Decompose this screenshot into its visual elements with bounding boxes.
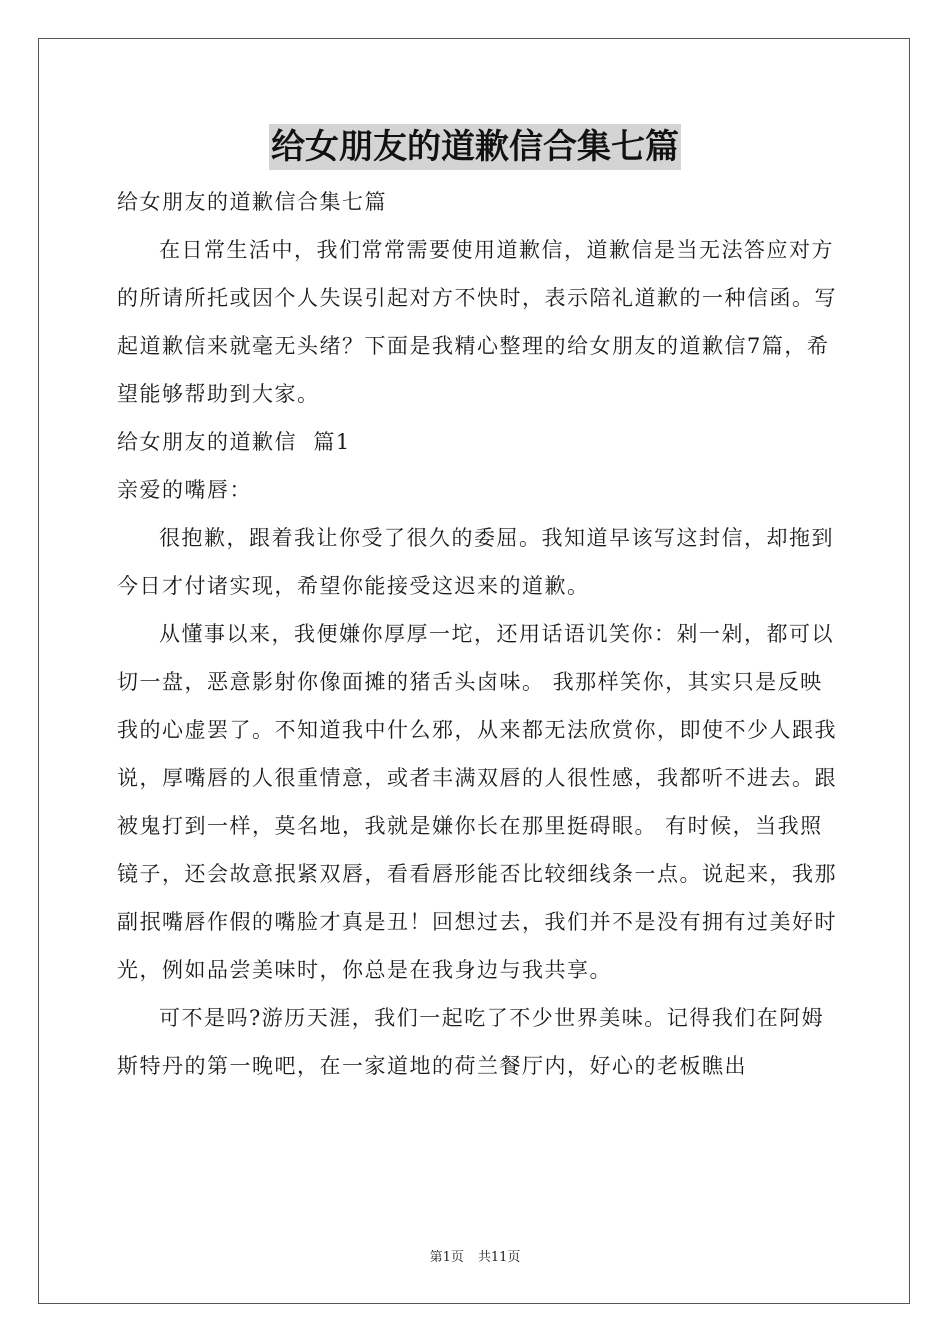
paragraph: 很抱歉，跟着我让你受了很久的委屈。我知道早该写这封信，却拖到今日才付诸实现，希望你能接受这迟来的道歉。 [117,526,834,598]
document-body [117,178,837,1090]
page-total: 共11页 [477,1250,521,1265]
title-wrap [0,124,950,170]
page-footer [0,1246,950,1265]
salutation: 亲爱的嘴唇： [117,478,252,502]
paragraph: 给女朋友的道歉信合集七篇 [117,190,387,214]
paragraph: 可不是吗?游历天涯，我们一起吃了不少世界美味。记得我们在阿姆斯特丹的第一晚吧，在一家道地的荷兰餐厅内，好心的老板瞧出 [117,1006,825,1078]
section-heading: 给女朋友的道歉信 篇1 [117,430,351,454]
paragraph: 在日常生活中，我们常常需要使用道歉信，道歉信是当无法答应对方的所请所托或因个人失误引起对方不快时，表示陪礼道歉的一种信函。写起道歉信来就毫无头绪？下面是我精心整理的给女朋友的道歉信7篇，希望能够帮助到大家。 [117,238,837,406]
paragraph: 从懂事以来，我便嫌你厚厚一坨，还用话语讥笑你：剁一剁，都可以切一盘，恶意影射你像面摊的猪舌头卤味。 我那样笑你，其实只是反映我的心虚罢了。不知道我中什么邪，从来都无法欣赏你，即使不少人跟我说，厚嘴唇的人很重情意，或者丰满双唇的人很性感，我都听不进去。跟被鬼打到一样，莫名地，我就是嫌你长在那里挺碍眼。 有时候，当我照镜子，还会故意抿紧双唇，看看唇形能否比较细线条一点。说起来，我那副抿嘴唇作假的嘴脸才真是丑！回想过去，我们并不是没有拥有过美好时光，例如品尝美味时，你总是在我身边与我共享。 [117,622,837,982]
document-title: 给女朋友的道歉信合集七篇 [269,124,681,170]
page-number: 第1页 [429,1250,464,1265]
